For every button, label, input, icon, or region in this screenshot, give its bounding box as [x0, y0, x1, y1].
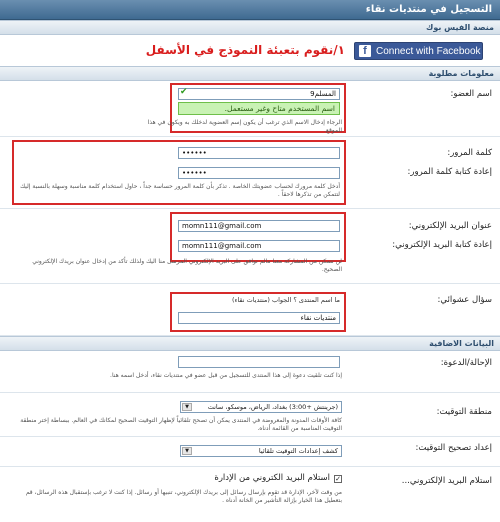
username-status: اسم المستخدم متاح وغير مستعمل.	[178, 102, 340, 115]
email-confirm-label: إعادة كتابة البريد الإلكتروني:	[392, 240, 492, 250]
timezone-row	[0, 393, 500, 437]
username-row	[0, 81, 500, 137]
username-input[interactable]: المسلم9	[178, 88, 340, 100]
referral-row	[0, 351, 500, 393]
random-question-answer-input[interactable]: منتديات نقاء	[178, 312, 340, 324]
email-row	[0, 209, 500, 284]
facebook-connect-label: Connect with Facebook	[376, 45, 481, 57]
password-confirm-label: إعادة كتابة كلمة المرور:	[407, 167, 492, 177]
random-question-text: ما اسم المنتدى ؟ الجواب (منتديات نقاء)	[231, 296, 340, 304]
timezone-selected: (جرينتش +3:00) بغداد، الرياض، موسكو، سانت	[207, 403, 338, 411]
facebook-note: ١/نقوم بتعبئة النموذج في الأسفل	[145, 43, 345, 57]
check-icon: ✔	[180, 87, 188, 97]
admin-email-label: استلام البريد الإلكتروني...	[401, 476, 492, 486]
admin-email-checkbox[interactable]: ✓	[335, 475, 341, 483]
dst-label: إعداد تصحيح التوقيت:	[415, 443, 492, 453]
username-label: اسم العضو:	[450, 89, 492, 99]
password-confirm-input[interactable]: ••••••	[178, 167, 340, 179]
chevron-down-icon: ▼	[182, 447, 192, 455]
dst-select[interactable]	[180, 445, 342, 457]
facebook-connect-button[interactable]	[354, 42, 483, 60]
dst-selected: كشف إعدادات التوقيت تلقائيا	[258, 447, 338, 455]
admin-email-hint: من وقت لآخر، الإدارة قد تقوم بإرسال رسائل إلى بريدك الإلكتروني، تنبيها أو رسائل. إذا كنت لا ترغب بإستقبال هذه الرسائل، قم بتعطيل هذا الخيار بإزالة التأشير من الخانة أدناه .	[25, 489, 342, 504]
timezone-label: منطقة التوقيت:	[436, 407, 492, 417]
facebook-row	[0, 35, 500, 65]
password-hint: أدخل كلمة مرورك لحساب عضويتك الخاصة . تذكر بأن كلمة المرور حساسة جداً ، حاول استخدام كلمة مناسبة وسهلة بالنسبة إليك لتتمكن من تذكرها لاحقاً .	[20, 183, 340, 198]
facebook-icon: f	[359, 45, 371, 57]
random-question-row	[0, 284, 500, 336]
referral-label: الإحالة/الدعوة:	[440, 358, 492, 368]
admin-email-row	[0, 467, 500, 522]
email-input[interactable]: momn111@gmail.com	[178, 220, 340, 232]
username-hint: الرجاء إدخال الاسم الذي ترغب أن يكون إسم العضوية لدخلك به ويكون في هذا الموقع.	[147, 119, 342, 134]
facebook-section-header: منصة الفيس بوك	[0, 20, 500, 35]
additional-section-header: البيانات الاضافية	[0, 336, 500, 351]
email-label: عنوان البريد الإلكتروني:	[408, 221, 492, 231]
random-question-label: سؤال عشوائي:	[437, 295, 492, 305]
dst-row	[0, 437, 500, 467]
required-section-header: معلومات مطلوبة	[0, 66, 500, 81]
password-label: كلمة المرور:	[447, 148, 492, 158]
page-title: التسجيل في منتديات نقاء	[0, 0, 500, 20]
referral-input[interactable]	[178, 356, 340, 368]
referral-hint: إذا كنت تلقيت دعوة إلى هذا المنتدى للتسجيل من قبل عضو في منتديات نقاء، أدخل اسمه هنا.	[110, 372, 342, 379]
timezone-select[interactable]	[180, 401, 342, 413]
chevron-down-icon: ▼	[182, 403, 192, 411]
email-confirm-input[interactable]: momn111@gmail.com	[178, 240, 340, 252]
password-input[interactable]: ••••••	[178, 147, 340, 159]
timezone-hint: كافة الأوقات المدونة والمعروضة في المنتدى يمكن أن تصحح تلقائياً لإظهار التوقيت الصحيح لمكانك في العالم. ببساطة إختر منطقة التوقيت المناسبة من القائمة أدناه.	[20, 417, 342, 432]
admin-email-checkbox-label: استلام البريد الكتروني من الإدارة	[214, 473, 330, 483]
password-row	[0, 137, 500, 209]
email-hint: لن تتمكن من المشاركة معنا مالم توافق على البريد الإلكتروني المرسل منا اليك ولذلك تأكد من إدخال عنوان بريدك الإلكتروني الصحيح.	[32, 258, 342, 273]
